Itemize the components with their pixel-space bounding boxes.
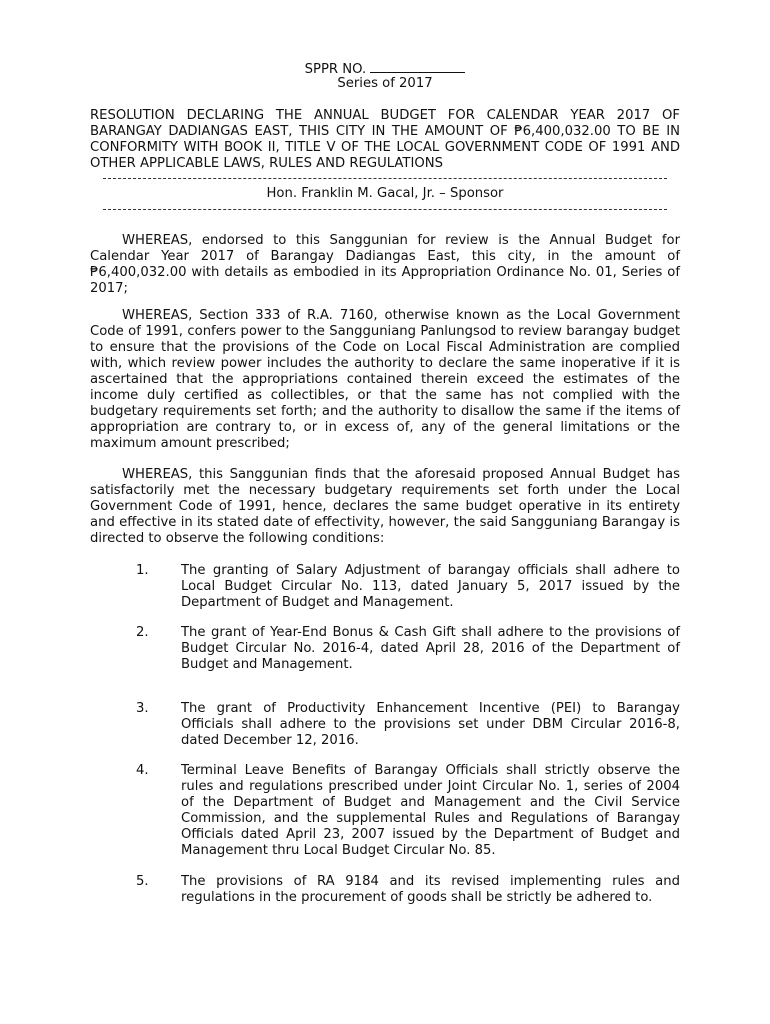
whereas-paragraph-2: WHEREAS, Section 333 of R.A. 7160, otherwise known as the Local Government Code of 1991, confers power to the Sangguniang Panlungsod to review barangay budget to ensure that the provisions of the Code on Local Fiscal Administration are complied with, which review power includes the authority to declare the same inoperative if it is ascertained that the appropriations contained therein exceed the estimates of the income duly certified as collectibles, or that the same has not complied with the budgetary requirements set forth; and the authority to disallow the same if the items of appropriation are contrary to, or in excess of, any of the general limitations or the maximum amount prescribed;: [90, 308, 680, 451]
condition-item-2: [136, 625, 680, 673]
condition-text: Terminal Leave Benefits of Barangay Officials shall strictly observe the rules and regulations prescribed under Joint Circular No. 1, series of 2004 of the Department of Budget and Management and the Civil Service Commission, and the supplemental Rules and Regulations of Barangay Officials dated April 23, 2007 issued by the Department of Budget and Management thru Local Budget Circular No. 85.: [181, 763, 680, 858]
sppr-label: SPPR NO.: [304, 62, 367, 77]
sppr-number-blank: [370, 60, 465, 73]
condition-text: The grant of Productivity Enhancement Incentive (PEI) to Barangay Officials shall adhere to the provisions set under DBM Circular 2016-8, dated December 12, 2016.: [181, 701, 680, 748]
condition-number: 5.: [136, 874, 149, 889]
condition-text: The grant of Year-End Bonus & Cash Gift shall adhere to the provisions of Budget Circular No. 2016-4, dated April 28, 2016 of the Department of Budget and Management.: [181, 625, 680, 672]
series-line: Series of 2017: [337, 76, 433, 91]
divider-top: [103, 178, 667, 179]
condition-number: 3.: [136, 701, 149, 716]
condition-item-5: [136, 874, 680, 906]
resolution-title: RESOLUTION DECLARING THE ANNUAL BUDGET FOR CALENDAR YEAR 2017 OF BARANGAY DADIANGAS EAST, THIS CITY IN THE AMOUNT OF ₱6,400,032.00 TO BE IN CONFORMITY WITH BOOK II, TITLE V OF THE LOCAL GOVERNMENT CODE OF 1991 AND OTHER APPLICABLE LAWS, RULES AND REGULATIONS: [90, 108, 680, 171]
sponsor-line: Hon. Franklin M. Gacal, Jr. – Sponsor: [266, 186, 504, 201]
whereas-paragraph-1: WHEREAS, endorsed to this Sanggunian for review is the Annual Budget for Calendar Year 2017 of Barangay Dadiangas East, this city, in the amount of ₱6,400,032.00 with details as embodied in its Appropriation Ordinance No. 01, Series of 2017;: [90, 233, 680, 296]
divider-bottom: [103, 209, 667, 210]
condition-text: The granting of Salary Adjustment of barangay officials shall adhere to Local Budget Circular No. 113, dated January 5, 2017 issued by the Department of Budget and Management.: [181, 563, 680, 610]
condition-text: The provisions of RA 9184 and its revised implementing rules and regulations in the procurement of goods shall be strictly be adhered to.: [181, 874, 680, 905]
whereas-paragraph-3: WHEREAS, this Sanggunian finds that the aforesaid proposed Annual Budget has satisfactorily met the necessary budgetary requirements set forth under the Local Government Code of 1991, hence, declares the same budget operative in its entirety and effective in its stated date of effectivity, however, the said Sangguniang Barangay is directed to observe the following conditions:: [90, 467, 680, 546]
condition-number: 2.: [136, 625, 149, 640]
condition-item-4: [136, 763, 680, 859]
condition-item-1: [136, 563, 680, 611]
condition-number: 1.: [136, 563, 149, 578]
condition-item-3: [136, 701, 680, 749]
condition-number: 4.: [136, 763, 149, 778]
